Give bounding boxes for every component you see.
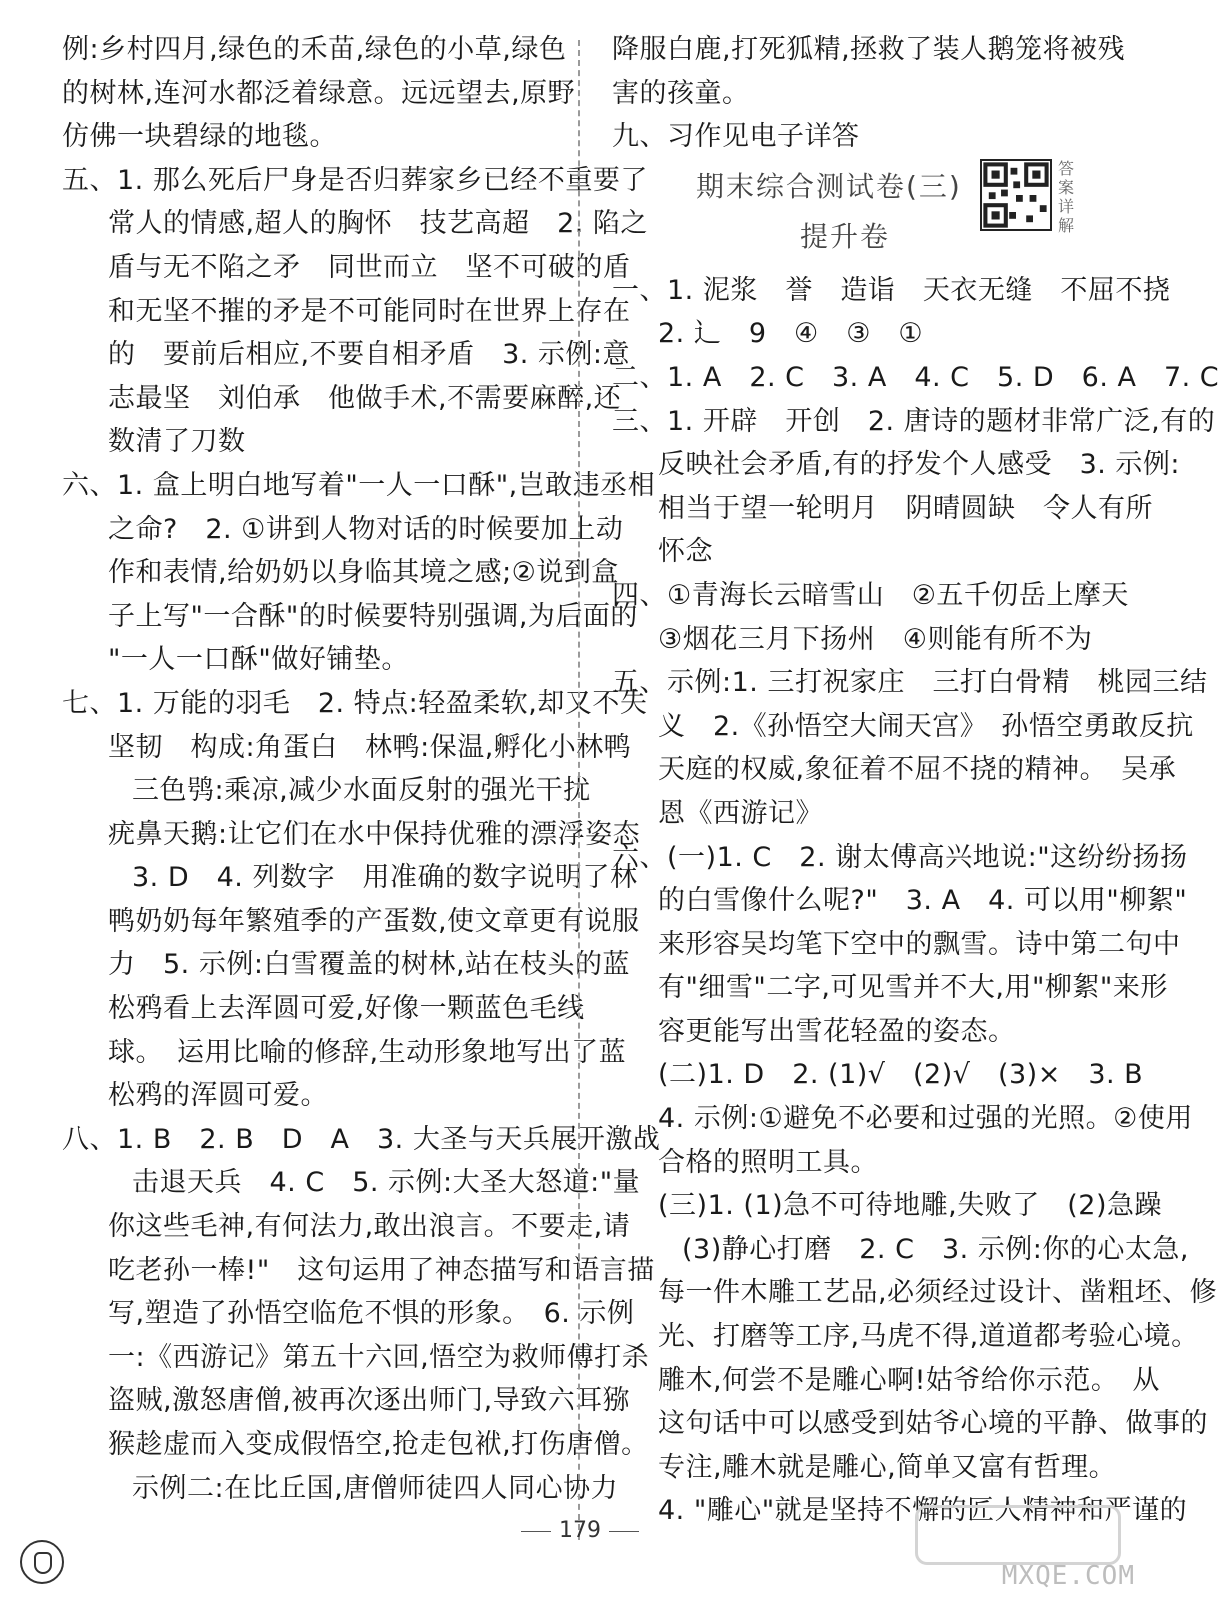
right-answer-line: 二、1. A 2. C 3. A 4. C 5. D 6. A 7. C [612, 361, 1219, 393]
left-answer-line: 盗贼,激怒唐僧,被再次逐出师门,导致六耳猕 [108, 1385, 631, 1417]
left-answer-line: 作和表情,给奶奶以身临其境之感;②说到盒 [108, 557, 619, 589]
left-answer-line: 疣鼻天鹅:让它们在水中保持优雅的漂浮姿态 [108, 818, 641, 850]
left-answer-line: 和无坚不摧的矛是不可能同时在世界上存在 [108, 295, 631, 327]
right-answer-line: 六、(一)1. C 2. 谢太傅高兴地说:"这纷纷扬扬 [612, 841, 1188, 873]
left-answer-line: 鸭奶奶每年繁殖季的产蛋数,使文章更有说服 [108, 905, 640, 937]
left-answer-line: 力 5. 示例:白雪覆盖的树林,站在枝头的蓝 [108, 949, 631, 981]
right-answer-line: 反映社会矛盾,有的抒发个人感受 3. 示例: [658, 449, 1181, 481]
left-answer-line: 你这些毛神,有何法力,敢出浪言。不要走,请 [108, 1211, 631, 1243]
exam-header [612, 159, 1092, 269]
left-answer-line: 常人的情感,超人的胸怀 技艺高超 2. 陷之 [108, 208, 648, 240]
left-answer-line: 猴趁虚而入变成假悟空,抢走包袱,打伤唐僧。 [108, 1429, 649, 1460]
exam-title: 期末综合测试卷(三) [696, 169, 962, 203]
left-answer-line: 数清了刀数 [108, 426, 246, 458]
right-answer-line: 合格的照明工具。 [658, 1146, 878, 1178]
watermark-logo [905, 1505, 1145, 1595]
right-answer-line: 雕木,何尝不是雕心啊!姑爷给你示范。 从 [658, 1364, 1160, 1396]
left-answer-line: 五、1. 那么死后尸身是否归葬家乡已经不重要了 [62, 164, 648, 196]
right-answer-line: 五、示例:1. 三打祝家庄 三打白骨精 桃园三结 [612, 667, 1208, 699]
left-answer-line: 八、1. B 2. B D A 3. 大圣与天兵展开激战 [62, 1123, 661, 1155]
right-answer-line: 每一件木雕工艺品,必须经过设计、凿粗坯、修 [658, 1277, 1218, 1309]
left-answer-line: 盾与无不陷之矛 同世而立 坚不可破的盾 [108, 251, 631, 283]
left-answer-line: 三色鸮:乘凉,减少水面反射的强光干扰 [132, 775, 591, 807]
right-answer-line: 一、1. 泥浆 誉 造诣 天衣无缝 不屈不挠 [612, 274, 1171, 306]
right-answer-line: 三、1. 开辟 开创 2. 唐诗的题材非常广泛,有的 [612, 405, 1216, 437]
left-answer-line: 击退天兵 4. C 5. 示例:大圣大怒道:"量 [132, 1167, 641, 1199]
left-answer-line: 一:《西游记》第五十六回,悟空为救师傅打杀 [108, 1341, 650, 1373]
right-answer-line: 天庭的权威,象征着不屈不挠的精神。 吴承 [658, 754, 1177, 786]
right-answer-line: 4. 示例:①避免不必要和过强的光照。②使用 [658, 1103, 1193, 1135]
left-answer-line: 仿佛一块碧绿的地毯。 [62, 121, 337, 153]
right-answer-lines [612, 269, 1219, 1533]
watermark-text: MXQE.COM [1001, 1561, 1135, 1591]
right-answer-line: 有"细雪"二字,可见雪并不大,用"柳絮"来形 [658, 972, 1168, 1004]
right-column [612, 28, 1219, 1533]
right-answer-line: 来形容吴均笔下空中的飘雪。诗中第二句中 [658, 928, 1181, 960]
left-answer-line: 坚韧 构成:角蛋白 林鸭:保温,孵化小林鸭 [108, 731, 632, 763]
right-answer-line: 四、①青海长云暗雪山 ②五千仞岳上摩天 [612, 579, 1129, 611]
right-top-lines [612, 28, 1126, 159]
right-answer-line: 4. "雕心"就是坚持不懈的匠人精神和严谨的 [658, 1495, 1188, 1527]
left-answer-line: 六、1. 盒上明白地写着"一人一口酥",岂敢违丞相 [62, 469, 656, 501]
mascot-icon [20, 1540, 64, 1584]
right-answer-line: 这句话中可以感受到姑爷心境的平静、做事的 [658, 1408, 1208, 1440]
qr-label: 答案详解 [1058, 158, 1075, 235]
exam-subtitle: 提升卷 [800, 219, 891, 253]
right-top-answer-line: 九、习作见电子详答 [612, 121, 860, 153]
left-answer-line: 松鸦看上去浑圆可爱,好像一颗蓝色毛线 [108, 993, 585, 1025]
right-answer-line: (三)1. (1)急不可待地雕,失败了 (2)急躁 [658, 1190, 1162, 1222]
right-answer-line: 2. 辶 9 ④ ③ ① [658, 318, 924, 350]
left-answer-line: 松鸦的浑圆可爱。 [108, 1080, 328, 1112]
right-answer-line: 专注,雕木就是雕心,简单又富有哲理。 [658, 1451, 1117, 1483]
left-answer-line: 的 要前后相应,不要自相矛盾 3. 示例:意 [108, 339, 631, 371]
left-answer-line: 七、1. 万能的羽毛 2. 特点:轻盈柔软,却又不失 [62, 687, 648, 719]
right-answer-line: (3)静心打磨 2. C 3. 示例:你的心太急, [682, 1233, 1189, 1265]
left-answer-line: 志最坚 刘伯承 他做手术,不需要麻醉,还 [108, 382, 622, 414]
left-answer-line: 例:乡村四月,绿色的禾苗,绿色的小草,绿色 [62, 34, 567, 65]
right-answer-line: 相当于望一轮明月 阴晴圆缺 令人有所 [658, 492, 1153, 524]
left-answer-line: 3. D 4. 列数字 用准确的数字说明了林 [132, 862, 638, 894]
right-answer-line: 义 2.《孙悟空大闹天宫》 孙悟空勇敢反抗 [658, 710, 1194, 742]
page-number: 179 [559, 1518, 601, 1543]
left-answer-line: 之命? 2. ①讲到人物对话的时候要加上动 [108, 513, 624, 545]
column-divider [578, 40, 580, 1540]
left-answer-line: 写,塑造了孙悟空临危不惧的形象。 6. 示例 [108, 1298, 635, 1330]
right-answer-line: ③烟花三月下扬州 ④则能有所不为 [658, 623, 1093, 655]
left-answer-line: 子上写"一合酥"的时候要特别强调,为后面的 [108, 600, 638, 632]
left-answer-line: 的树林,连河水都泛着绿意。远远望去,原野 [62, 77, 576, 109]
left-answer-line: "一人一口酥"做好铺垫。 [108, 644, 409, 676]
left-answer-line: 球。 运用比喻的修辞,生动形象地写出了蓝 [108, 1036, 627, 1068]
right-answer-line: 的白雪像什么呢?" 3. A 4. 可以用"柳絮" [658, 885, 1188, 917]
right-answer-line: (二)1. D 2. (1)√ (2)√ (3)× 3. B [658, 1059, 1144, 1091]
watermark-badge-icon [915, 1505, 1121, 1565]
right-top-answer-line: 降服白鹿,打死狐精,拯救了装人鹅笼将被残 [612, 34, 1126, 65]
qr-code-icon[interactable] [980, 159, 1052, 231]
left-answer-line: 示例二:在比丘国,唐僧师徒四人同心协力 [132, 1472, 619, 1504]
right-answer-line: 恩《西游记》 [658, 797, 823, 829]
left-answer-line: 吃老孙一棒!" 这句运用了神态描写和语言描 [108, 1254, 655, 1286]
right-answer-line: 光、打磨等工序,马虎不得,道道都考验心境。 [658, 1321, 1199, 1353]
right-answer-line: 容更能写出雪花轻盈的姿态。 [658, 1015, 1016, 1047]
left-column [62, 28, 661, 1510]
right-top-answer-line: 害的孩童。 [612, 77, 750, 109]
right-answer-line: 怀念 [658, 536, 713, 568]
